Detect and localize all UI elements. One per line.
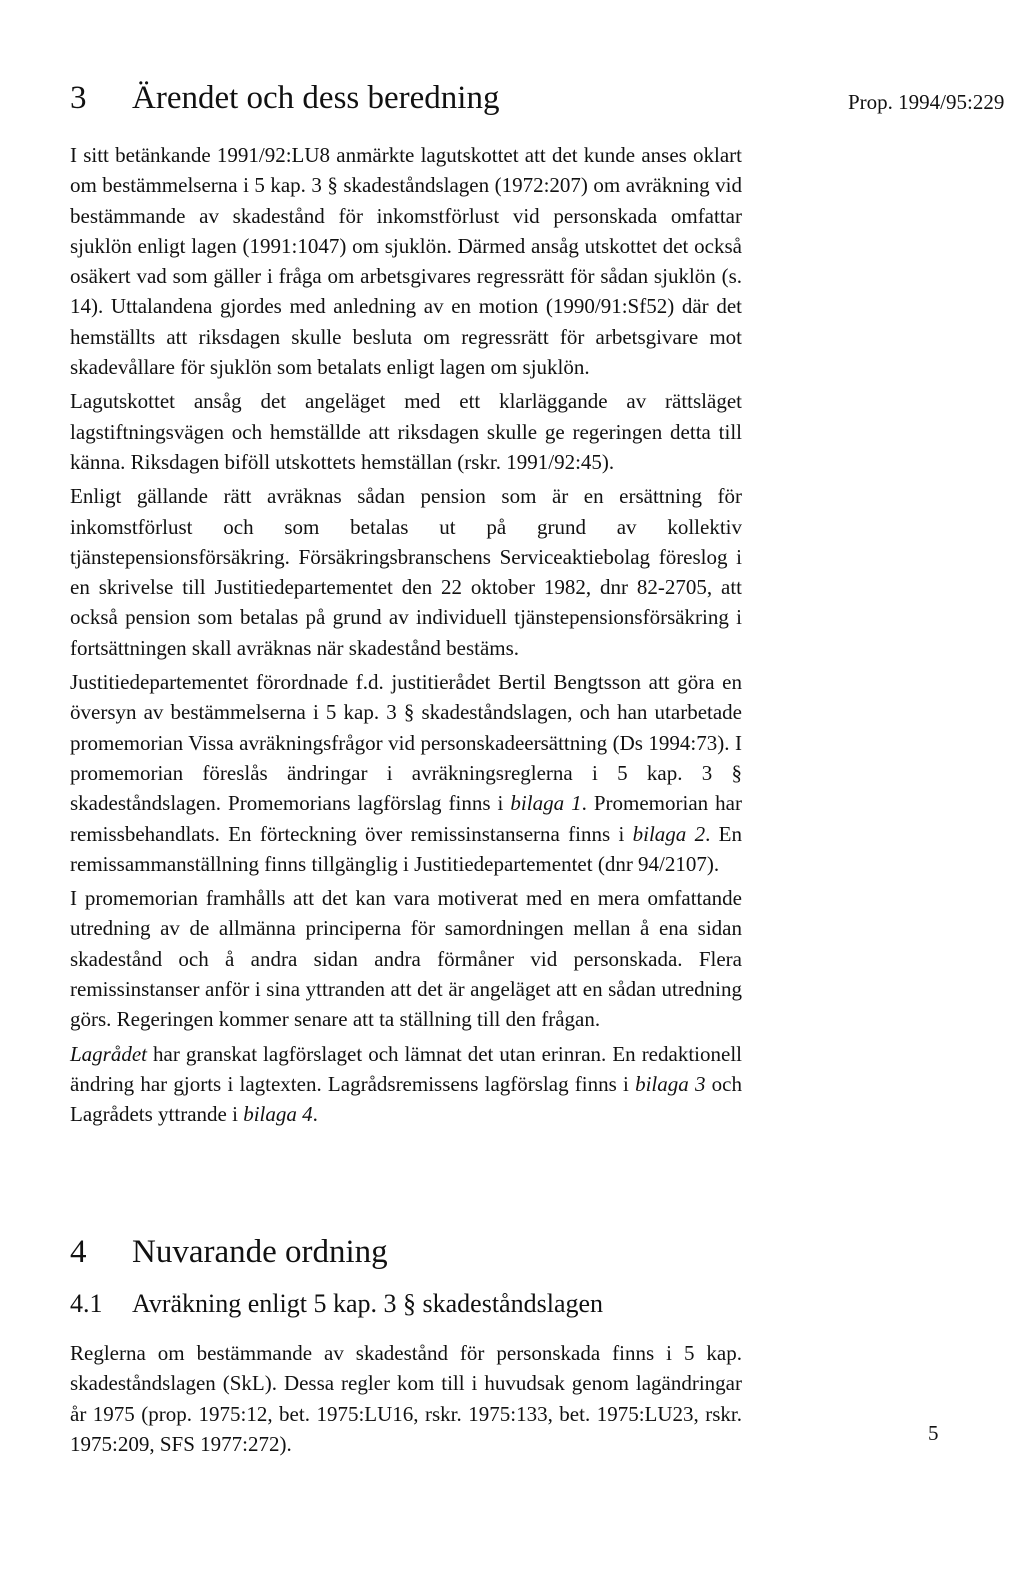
- paragraph: Reglerna om bestämmande av skadestånd för personskada finns i 5 kap. skadeståndslagen (SkL). Dessa regler kom till i huvudsak genom lagändringar år 1975 (prop. 1975:12, bet. 1975:LU16, rskr. 1975:133, bet. 1975:LU23, rskr. 1975:209, SFS 1977:272).: [70, 1341, 742, 1456]
- page-number: 5: [928, 1421, 939, 1445]
- chapter-title: Ärendet och dess beredning: [132, 80, 500, 116]
- appendix-ref-2: bilaga 2: [632, 821, 706, 846]
- appendix-ref-1: bilaga 1: [510, 791, 582, 816]
- chapter-title: Nuvarande ordning: [132, 1234, 388, 1270]
- chapter-number: 4: [70, 1234, 87, 1270]
- paragraph-6: Lagrådet har granskat lagförslaget och lämnat det utan erinran. En redaktionell ändring har gjorts i lagtexten. Lagrådsremissens lagförslag finns i bilaga 3 och Lagrådets yttrande i bilaga 4.: [70, 1041, 742, 1127]
- paragraph-2: Lagutskottet ansåg det angeläget med ett klarläggande av rättsläget lagstiftningsvägen och hemställde att riksdagen skulle ge regeringen detta till känna. Riksdagen biföll utskottets hemställan (rskr. 1991/92:45).: [70, 389, 742, 474]
- proposition-reference: Prop. 1994/95:229: [848, 90, 1005, 114]
- lagradet-term: Lagrådet: [70, 1041, 148, 1066]
- paragraph-3: Enligt gällande rätt avräknas sådan pension som är en ersättning för inkomstförlust och som betalas ut på grund av kollektiv tjänstepensionsförsäkring. Försäkringsbranschens Serviceaktiebolag föreslog i en skrivelse till Justitiedepartementet den 22 oktober 1982, dnr 82-2705, att också pension som betalas på grund av individuell tjänstepensionsförsäkring i fortsättningen skall avräknas när skadestånd bestäms.: [70, 484, 742, 660]
- chapter-number: 3: [70, 80, 87, 116]
- paragraph-4: Justitiedepartementet förordnade f.d. justitierådet Bertil Bengtsson att göra en översyn av bestämmelserna i 5 kap. 3 § skadeståndslagen, och han utarbetade promemorian Vissa avräkningsfrågor vid personskadeersättning (Ds 1994:73). I promemorian föreslås ändringar i avräkningsreglerna i 5 kap. 3 § skadeståndslagen. Promemorians lagförslag finns i bilaga 1. Promemorian har remissbehandlats. En förteckning över remissinstanserna finns i bilaga 2. En remissammanställning finns tillgänglig i Justitiedepartementet (dnr 94/2107).: [70, 670, 743, 876]
- section-number: 4.1: [70, 1289, 103, 1318]
- paragraph-1: I sitt betänkande 1991/92:LU8 anmärkte lagutskottet att det kunde anses oklart om bestämmelserna i 5 kap. 3 § skadeståndslagen (1972:207) om avräkning vid bestämmande av skadestånd för inkomstförlust vid personskada omfattar sjuklön enligt lagen (1991:1047) om sjuklön. Därmed ansåg utskottet det också osäkert vad som gäller i fråga om arbetsgivares regressrätt för sådan sjuklön (s. 14). Uttalandena gjordes med anledning av en motion (1990/91:Sf52) där det hemställts att riksdagen skulle besluta om regressrätt för arbetsgivare mot skadevållare för sjuklön som betalats enligt lagen om sjuklön.: [70, 143, 742, 380]
- appendix-ref-3: bilaga 3: [635, 1071, 706, 1096]
- section-title: Avräkning enligt 5 kap. 3 § skadeståndslagen: [132, 1289, 604, 1318]
- chapter-3-body: [70, 140, 742, 1134]
- section-4-1-body: [70, 1338, 742, 1463]
- appendix-ref-4: bilaga 4: [243, 1102, 313, 1127]
- paragraph-5: I promemorian framhålls att det kan vara motiverat med en mera omfattande utredning av de allmänna principerna för samordningen mellan å ena sidan skadestånd och å andra sidan andra förmåner vid personskada. Flera remissinstanser anför i sina yttranden att det är angeläget att en sådan utredning görs. Regeringen kommer senare att ta ställning till den frågan.: [70, 886, 742, 1032]
